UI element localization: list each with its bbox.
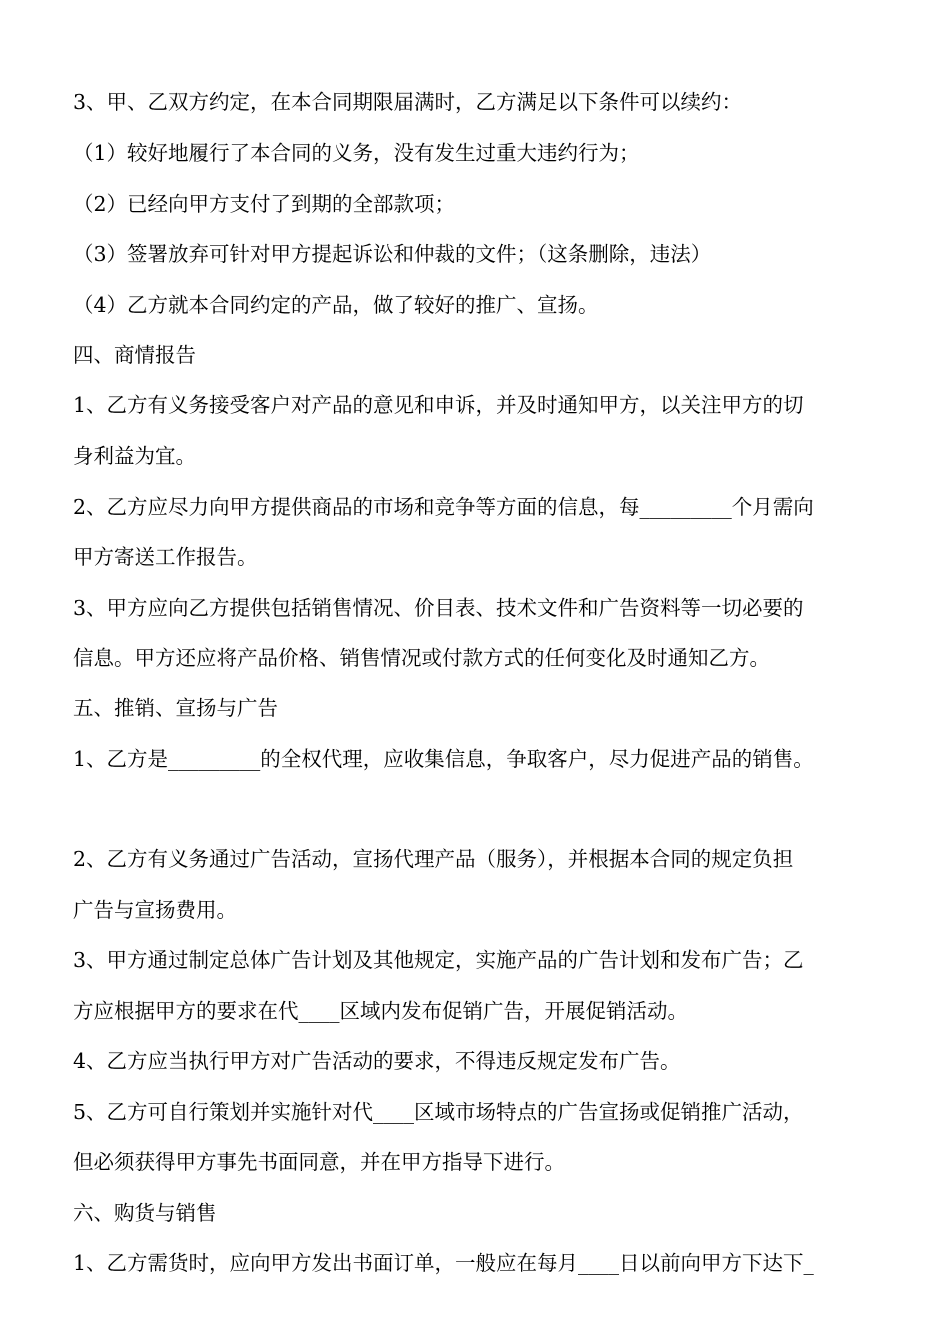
section-5-clause-2-line-1: 2、乙方有义务通过广告活动，宣扬代理产品（服务），并根据本合同的规定负担 — [73, 847, 794, 871]
section-5-clause-2-line-2: 广告与宣扬费用。 — [73, 898, 237, 922]
section-5-clause-3-line-1: 3、甲方通过制定总体广告计划及其他规定，实施产品的广告计划和发布广告；乙 — [73, 948, 804, 972]
renewal-condition-3: （3）签署放弃可针对甲方提起诉讼和仲裁的文件；（这条删除，违法） — [73, 242, 712, 266]
section-5-clause-3-line-2: 方应根据甲方的要求在代____区域内发布促销广告，开展促销活动。 — [73, 999, 688, 1023]
section-4-clause-3-line-2: 信息。甲方还应将产品价格、销售情况或付款方式的任何变化及时通知乙方。 — [73, 646, 770, 670]
section-4-clause-1-line-1: 1、乙方有义务接受客户对产品的意见和申诉，并及时通知甲方，以关注甲方的切 — [73, 393, 804, 417]
section-6-clause-1-line-1: 1、乙方需货时，应向甲方发出书面订单，一般应在每月____日以前向甲方下达下_ — [73, 1251, 814, 1275]
renewal-condition-4: （4）乙方就本合同约定的产品，做了较好的推广、宣扬。 — [73, 293, 599, 317]
section-4-clause-3-line-1: 3、甲方应向乙方提供包括销售情况、价目表、技术文件和广告资料等一切必要的 — [73, 596, 804, 620]
section-4-heading: 四、商情报告 — [73, 343, 196, 367]
section-5-clause-4: 4、乙方应当执行甲方对广告活动的要求，不得违反规定发布广告。 — [73, 1049, 681, 1073]
section-4-clause-1-line-2: 身利益为宜。 — [73, 444, 196, 468]
section-5-clause-5-line-1: 5、乙方可自行策划并实施针对代____区域市场特点的广告宣扬或促销推广活动， — [73, 1100, 804, 1124]
section-4-clause-2-line-2: 甲方寄送工作报告。 — [73, 545, 258, 569]
section-4-clause-2-line-1: 2、乙方应尽力向甲方提供商品的市场和竞争等方面的信息，每_________个月需向 — [73, 495, 814, 519]
clause-3-renewal: 3、甲、乙双方约定，在本合同期限届满时，乙方满足以下条件可以续约： — [73, 90, 743, 114]
section-5-clause-5-line-2: 但必须获得甲方事先书面同意，并在甲方指导下进行。 — [73, 1150, 565, 1174]
renewal-condition-1: （1）较好地履行了本合同的义务，没有发生过重大违约行为； — [73, 141, 640, 165]
section-5-heading: 五、推销、宣扬与广告 — [73, 696, 278, 720]
renewal-condition-2: （2）已经向甲方支付了到期的全部款项； — [73, 192, 456, 216]
section-5-clause-1: 1、乙方是_________的全权代理，应收集信息，争取客户，尽力促进产品的销售。 — [73, 747, 814, 771]
section-6-heading: 六、购货与销售 — [73, 1201, 217, 1225]
